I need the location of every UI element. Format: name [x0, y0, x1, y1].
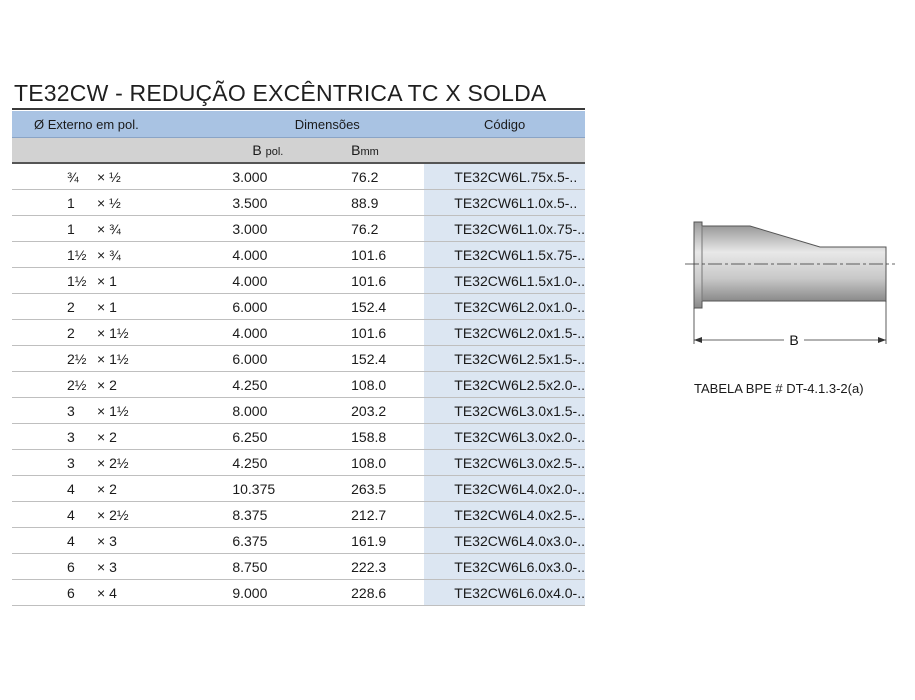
b-mm-cell: 88.9 — [339, 190, 424, 216]
external-diameter-cell — [12, 242, 230, 268]
external-diameter-cell — [12, 580, 230, 606]
b-mm-cell: 161.9 — [339, 528, 424, 554]
b-pol-unit: pol. — [265, 146, 284, 158]
b-pol-cell: 4.000 — [230, 268, 339, 294]
b-mm-cell: 158.8 — [339, 424, 424, 450]
b-mm-cell: 263.5 — [339, 476, 424, 502]
diameter-large: 1½ — [67, 272, 87, 289]
b-pol-cell: 4.250 — [230, 372, 339, 398]
b-pol-cell: 8.000 — [230, 398, 339, 424]
b-pol-cell: 3.000 — [230, 216, 339, 242]
b-mm-cell: 212.7 — [339, 502, 424, 528]
diameter-large: 4 — [67, 480, 75, 497]
subheader-b-pol — [230, 138, 339, 164]
b-pol-cell: 6.250 — [230, 424, 339, 450]
external-diameter-cell — [12, 424, 230, 450]
table-subheader-row — [12, 138, 585, 164]
header-code: Código — [424, 111, 585, 138]
diameter-small: × ½ — [97, 168, 121, 185]
b-mm-cell: 222.3 — [339, 554, 424, 580]
external-diameter-cell — [12, 450, 230, 476]
b-pol-cell: 4.000 — [230, 320, 339, 346]
diameter-large: 2½ — [67, 350, 87, 367]
b-mm-cell: 76.2 — [339, 163, 424, 190]
code-cell: TE32CW6L4.0x2.0-.. — [424, 476, 585, 502]
b-mm-cell: 203.2 — [339, 398, 424, 424]
external-diameter-cell — [12, 216, 230, 242]
b-pol-cell: 3.000 — [230, 163, 339, 190]
code-cell: TE32CW6L1.5x.75-.. — [424, 242, 585, 268]
code-cell: TE32CW6L1.0x.5-.. — [424, 190, 585, 216]
diameter-small: × ¾ — [97, 246, 121, 263]
diameter-small: × 4 — [97, 584, 117, 601]
b-pol-cell: 6.000 — [230, 346, 339, 372]
b-pol-cell: 6.000 — [230, 294, 339, 320]
diameter-small: × 1 — [97, 298, 117, 315]
b-mm-cell: 101.6 — [339, 242, 424, 268]
dimension-label-b: B — [789, 332, 799, 348]
b-mm-cell: 101.6 — [339, 268, 424, 294]
diameter-small: × 2½ — [97, 506, 129, 523]
header-dimensions: Dimensões — [230, 111, 424, 138]
code-cell: TE32CW6L3.0x2.5-.. — [424, 450, 585, 476]
table-row — [12, 320, 585, 346]
reducer-drawing — [680, 210, 910, 360]
diameter-small: × 3 — [97, 558, 117, 575]
code-cell: TE32CW6L4.0x3.0-.. — [424, 528, 585, 554]
b-mm-cell: 108.0 — [339, 372, 424, 398]
title-rule — [12, 108, 585, 110]
b-mm-cell: 152.4 — [339, 346, 424, 372]
reducer-body — [694, 222, 886, 308]
diameter-large: 1 — [67, 220, 75, 237]
b-mm-cell: 101.6 — [339, 320, 424, 346]
diameter-large: 2½ — [67, 376, 87, 393]
subheader-b-mm — [339, 138, 424, 164]
b-pol-letter: B — [252, 142, 262, 158]
external-diameter-cell — [12, 346, 230, 372]
external-diameter-cell — [12, 372, 230, 398]
b-pol-cell: 8.375 — [230, 502, 339, 528]
code-cell: TE32CW6L.75x.5-.. — [424, 163, 585, 190]
diameter-small: × 1½ — [97, 402, 129, 419]
code-cell: TE32CW6L4.0x2.5-.. — [424, 502, 585, 528]
b-pol-cell: 3.500 — [230, 190, 339, 216]
table-row — [12, 554, 585, 580]
code-cell: TE32CW6L2.0x1.5-.. — [424, 320, 585, 346]
code-cell: TE32CW6L6.0x3.0-.. — [424, 554, 585, 580]
b-mm-letter: B — [351, 142, 361, 158]
table-row — [12, 163, 585, 190]
external-diameter-cell — [12, 554, 230, 580]
table-row — [12, 190, 585, 216]
table-row — [12, 502, 585, 528]
header-external-diameter: Ø Externo em pol. — [12, 111, 230, 138]
external-diameter-cell — [12, 476, 230, 502]
b-pol-cell: 4.250 — [230, 450, 339, 476]
code-cell: TE32CW6L2.5x2.0-.. — [424, 372, 585, 398]
diameter-small: × ½ — [97, 194, 121, 211]
drawing-caption: TABELA BPE # DT-4.1.3-2(a) — [694, 381, 864, 396]
b-mm-cell: 76.2 — [339, 216, 424, 242]
code-cell: TE32CW6L2.5x1.5-.. — [424, 346, 585, 372]
diameter-large: 1 — [67, 194, 75, 211]
table-row — [12, 372, 585, 398]
diameter-large: 3 — [67, 454, 75, 471]
page-title: TE32CW - REDUÇÃO EXCÊNTRICA TC X SOLDA — [14, 80, 547, 106]
code-cell: TE32CW6L1.5x1.0-.. — [424, 268, 585, 294]
code-cell: TE32CW6L3.0x1.5-.. — [424, 398, 585, 424]
diameter-large: 3 — [67, 428, 75, 445]
b-pol-cell: 6.375 — [230, 528, 339, 554]
diameter-small: × 2 — [97, 428, 117, 445]
subheader-empty — [12, 138, 230, 164]
diameter-small: × 1½ — [97, 350, 129, 367]
diameter-small: × 1½ — [97, 324, 129, 341]
diameter-large: 2 — [67, 298, 75, 315]
b-pol-cell: 8.750 — [230, 554, 339, 580]
diameter-large: 2 — [67, 324, 75, 341]
b-pol-cell: 9.000 — [230, 580, 339, 606]
external-diameter-cell — [12, 163, 230, 190]
external-diameter-cell — [12, 320, 230, 346]
table-row — [12, 346, 585, 372]
diameter-large: 3 — [67, 402, 75, 419]
b-mm-cell: 228.6 — [339, 580, 424, 606]
table-row — [12, 242, 585, 268]
external-diameter-cell — [12, 528, 230, 554]
external-diameter-cell — [12, 502, 230, 528]
diameter-small: × 1 — [97, 272, 117, 289]
diameter-large: 4 — [67, 532, 75, 549]
table-row — [12, 216, 585, 242]
table-row — [12, 424, 585, 450]
diameter-large: 1½ — [67, 246, 87, 263]
diameter-small: × ¾ — [97, 220, 121, 237]
subheader-code-empty — [424, 138, 585, 164]
code-cell: TE32CW6L2.0x1.0-.. — [424, 294, 585, 320]
external-diameter-cell — [12, 190, 230, 216]
code-cell: TE32CW6L1.0x.75-.. — [424, 216, 585, 242]
dimensions-table — [12, 111, 585, 606]
table-row — [12, 476, 585, 502]
external-diameter-cell — [12, 294, 230, 320]
diameter-large: 4 — [67, 506, 75, 523]
table-row — [12, 294, 585, 320]
code-cell: TE32CW6L3.0x2.0-.. — [424, 424, 585, 450]
diameter-large: 6 — [67, 558, 75, 575]
diameter-small: × 2 — [97, 376, 117, 393]
b-pol-cell: 4.000 — [230, 242, 339, 268]
diameter-small: × 2 — [97, 480, 117, 497]
b-mm-unit: mm — [360, 146, 379, 158]
diameter-large: ¾ — [67, 168, 79, 185]
diameter-small: × 3 — [97, 532, 117, 549]
diameter-large: 6 — [67, 584, 75, 601]
b-mm-cell: 152.4 — [339, 294, 424, 320]
external-diameter-cell — [12, 398, 230, 424]
table-row — [12, 580, 585, 606]
b-pol-cell: 10.375 — [230, 476, 339, 502]
external-diameter-cell — [12, 268, 230, 294]
diameter-small: × 2½ — [97, 454, 129, 471]
table-header-row — [12, 111, 585, 138]
table-row — [12, 450, 585, 476]
b-mm-cell: 108.0 — [339, 450, 424, 476]
table-row — [12, 398, 585, 424]
code-cell: TE32CW6L6.0x4.0-.. — [424, 580, 585, 606]
table-row — [12, 528, 585, 554]
table-row — [12, 268, 585, 294]
